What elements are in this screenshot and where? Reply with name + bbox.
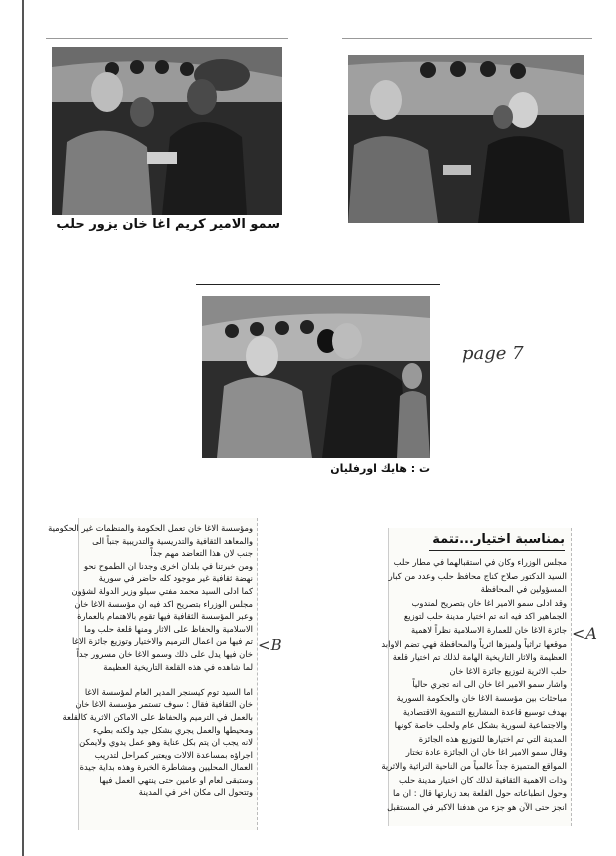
article-line: المواقع المتميزة جداً عالمياً من الناحية التراثية والاثرية xyxy=(381,760,567,771)
headline-underline xyxy=(429,550,565,551)
article-line: اجراؤه بمساعدة الالات ويعتبر كمراحل لتدريب xyxy=(94,749,253,760)
photo-top-left-frame xyxy=(46,38,288,235)
photo-top-right xyxy=(348,55,584,223)
article-a-text xyxy=(381,556,567,814)
article-line: لما شاهده في هذه القلعة التاريخية العظيمة xyxy=(103,661,253,672)
photo-caption-aga-khan-visit: سمو الامير كريم اغا خان يزور حلب xyxy=(56,217,280,232)
photo-center-frame xyxy=(196,290,440,480)
photo-credit-caption: ت : هايك اورفليان xyxy=(330,462,430,475)
article-line: ومن خبرتنا في بلدان اخرى وجدنا ان الطموح نحو xyxy=(84,560,253,571)
article-line: جنب لان هذا التعاضد مهم جداً xyxy=(150,548,253,559)
photo-center-top-rule xyxy=(196,284,440,285)
scan-edge-line xyxy=(22,0,24,856)
article-line: بهدف توسيع قاعدة المشاريع التنموية الاقتصادية xyxy=(402,706,567,717)
article-clipping-a xyxy=(381,528,572,826)
marker-a: <A xyxy=(572,624,597,643)
article-line: كما ادلى السيد محمد مفتي سيلو وزير الدولة لشؤون xyxy=(71,585,253,596)
article-line: وقال سمو الامير اغا خان ان الجائزة عادة تختار xyxy=(405,747,567,758)
article-a-headline: بمناسبة اختيار...تتمة xyxy=(432,532,565,547)
article-line: ومؤسسة الاغا خان تعمل الحكومة والمنظمات غير الحكومية xyxy=(48,523,253,533)
article-line: السيد الدكتور صلاح كناج محافظ حلب وعدد من كبار xyxy=(388,570,567,581)
article-line: العمال المحليين ومشاطرة الخبرة وهذه بداية جيدة xyxy=(79,762,253,773)
article-b-text xyxy=(48,522,253,799)
article-line: وعبر المؤسسة الثقافية فيها تقوم بالاهتمام بالعمارة xyxy=(77,611,253,622)
article-clipping-b xyxy=(48,518,258,830)
handwritten-page-number: page 7 xyxy=(462,343,524,364)
photo-top-right-frame xyxy=(342,38,592,239)
article-line: تم فيها من اعمال الترميم والاختيار وتوزيع جائزة الاغا xyxy=(71,636,253,647)
article-line: موقعها تراثياً ولميزها اثرياً والمحافظة فهي تضم الاوابد xyxy=(381,638,567,649)
marker-b: <B xyxy=(258,636,282,654)
article-line: وقد ادلى سمو الامير اغا خان بتصريح لمندوب xyxy=(411,597,567,608)
article-line: وستبقى لعام او عامين حتى ينتهي العمل فيها xyxy=(99,774,253,785)
article-line: ومحيطها والعمل يجري بشكل جيد ولكنه بطيء xyxy=(92,724,253,735)
article-line: مجلس الوزراء بتصريح اكد فيه ان مؤسسة الاغا خان xyxy=(74,598,253,609)
article-line-spacer xyxy=(83,673,253,686)
article-line: مباحثات بين مؤسسة الاغا خان والحكومة السورية xyxy=(396,692,567,703)
article-line: واشار سمو الامير اغا خان الى انه تجري حالياً xyxy=(412,679,567,690)
article-line: العظيمة والاثار التاريخية الهامة لذلك تم اختيار قلعة xyxy=(392,652,567,663)
article-line: لانه يجب ان يتم بكل عناية وهو عمل يدوي ولايمكن xyxy=(79,737,253,748)
article-line: بالعمل في الترميم والحفاظ على الاماكن الاثرية كالقلعة xyxy=(62,711,253,722)
article-line: المدينة التي تم اختيارها للتوزيع هذه الجائزة xyxy=(418,733,567,744)
photo-top-left xyxy=(52,47,282,215)
article-line: انجز حتى الآن هو جزء من هدفنا الاكبر في المستقبل xyxy=(387,801,567,812)
article-line: خان فيها يدل على ذلك وسمو الاغا خان مسرور جداً xyxy=(76,648,253,659)
article-line: اما السيد توم كيسنجر المدير العام لمؤسسة الاغا xyxy=(84,686,253,697)
article-line: وتتحول الى مكان اخر في المدينة xyxy=(138,787,253,798)
article-line: مجلس الوزراء وكان في استقبالهما في مطار حلب xyxy=(393,557,567,567)
photo-center xyxy=(202,296,430,458)
article-line: وذات الاهمية الثقافية لذلك كان اختيار مدينة حلب xyxy=(398,774,567,785)
article-line: خان الثقافية فقال : سوف تستمر مؤسسة الاغا خان xyxy=(75,699,253,710)
article-line: نهضة ثقافية غير موجود كله حاضر في سورية xyxy=(98,573,253,584)
article-line: والمعاهد الثقافية والتدريسية والتدريبية جنباً الى xyxy=(92,535,253,546)
article-line: حلب الاثرية لتوزيع جائزة الاغا خان xyxy=(449,665,567,676)
article-line: الجماهير اكد فيه انه تم اختيار مدينة حلب لتوزيع xyxy=(403,611,567,622)
article-line: وحول انطباعاته حول القلعة بعد زيارتها قال : ان ما xyxy=(392,788,567,799)
article-line: والاجتماعية لسورية بشكل عام ولحلب خاصة كونها xyxy=(394,720,567,731)
article-line: جائزة الاغا خان للعمارة الاسلامية نظراً لاهمية xyxy=(411,624,567,635)
article-line: المسؤولين في المحافظة xyxy=(480,584,567,595)
article-line: الاسلامية والحفاظ على الاثار ومنها قلعة حلب وما xyxy=(84,623,253,634)
